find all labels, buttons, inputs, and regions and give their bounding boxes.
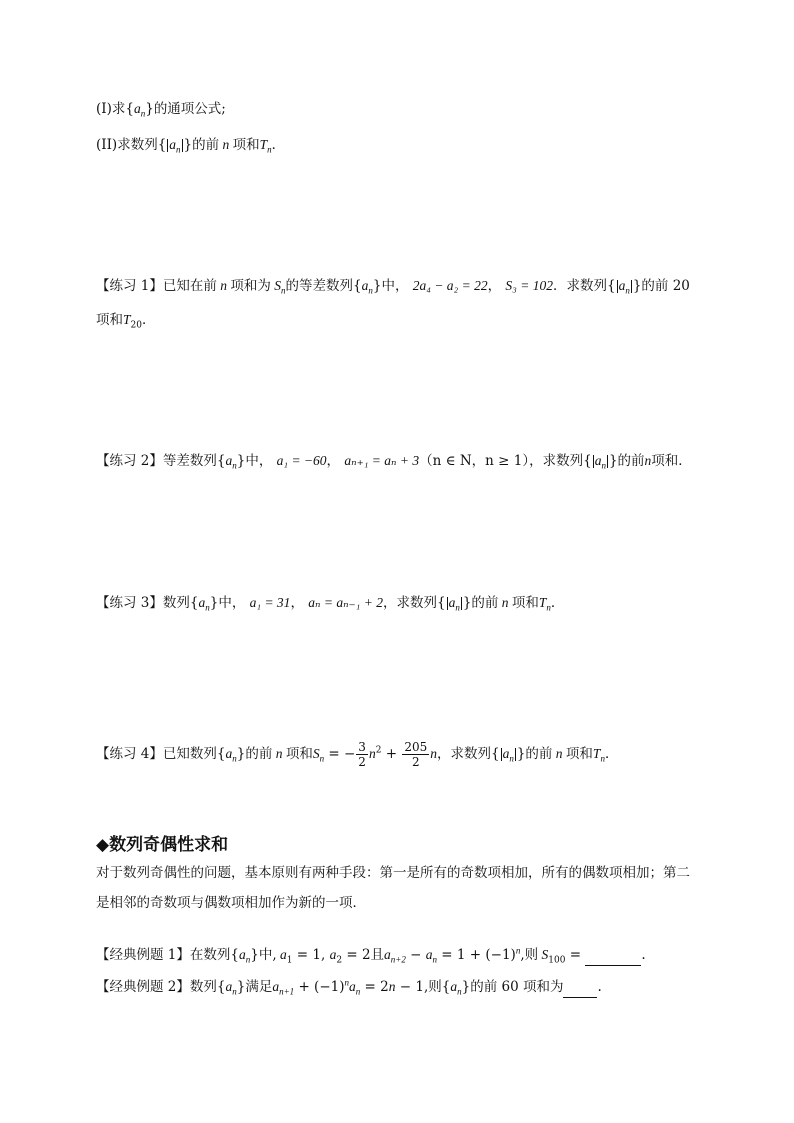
exercise-4-tag: 【练习 4】 (96, 746, 163, 762)
exercise-2-equation-1: a₁ = −60 (276, 453, 327, 468)
exercise-3-text5: 项和 (511, 595, 539, 611)
exercise-2-tag: 【练习 2】 (96, 453, 163, 469)
classic-1-text3: 且 (370, 947, 385, 963)
classic-2-text4: 的前 60 项和为 (470, 979, 564, 995)
exercise-1-text4: 中， (381, 278, 409, 294)
classic-example-2: 【经典例题 2】数列$\{a_n\}$满足$a_{n+1} + (-1)^na_n = 2n - 1$,则$\{a_n\}$的前 60 项和为 . (96, 977, 602, 997)
part-1-label: (I)求 (96, 101, 126, 117)
section-title: ◆数列奇偶性求和 (96, 835, 229, 855)
exercise-2: 【练习 2】等差数列$\{a_n\}$中， a₁ = −60， aₙ₊₁ = aₙ + 3（n ∈ N，n ≥ 1），求数列{ $a_n$ }的前n项和． (96, 453, 692, 471)
exercise-3-text4: 的前 (471, 595, 499, 611)
exercise-1-text2: 项和为 (230, 278, 271, 294)
question-part-1: (I)求$\{a_n\}$的通项公式; (96, 101, 226, 119)
exercise-1-equation-1: 2a₄ − a₂ = 22 (412, 278, 488, 293)
classic-1-tag: 【经典例题 1】 (96, 947, 190, 963)
question-part-2: (II)求数列{ $a_n$ }的前 n 项和$T_n$． (96, 137, 286, 155)
part-1-tail: 的通项公式; (153, 101, 226, 117)
fraction-2: $\frac{205}{2}$ (404, 740, 428, 769)
exercise-3-tag: 【练习 3】 (96, 595, 163, 611)
exercise-2-text4: 的前 (617, 453, 645, 469)
parity-sum-section (96, 834, 698, 918)
exercise-2-condition: （n ∈ N，n ≥ 1） (419, 453, 530, 469)
section-body: 对于数列奇偶性的问题，基本原则有两种手段：第一是所有的奇数项相加，所有的偶数项相加；第二是相邻的奇数项与偶数项相加作为新的一项． (96, 865, 690, 911)
exercise-4-text6: 项和 (565, 746, 593, 762)
exercise-4-text1: 已知数列 (162, 746, 217, 762)
exercise-3-equation-1: a₁ = 31 (249, 595, 291, 610)
exercise-1-text6: 的前 20 (641, 278, 690, 294)
fraction-1: $\frac{3}{2}$ (358, 740, 366, 769)
part-2-label: (II)求数列 (96, 137, 158, 153)
exercise-3-equation-2: aₙ = aₙ₋₁ + 2 (308, 595, 383, 610)
exercise-2-equation-2: aₙ₊₁ = aₙ + 3 (344, 453, 420, 468)
classic-2-tag: 【经典例题 2】 (96, 979, 190, 995)
exercise-4-text3: 项和 (285, 746, 313, 762)
exercise-1-tag: 【练习 1】 (96, 278, 163, 294)
exercise-2-text1: 等差数列 (162, 453, 217, 469)
exercise-1: 【练习 1】已知在前 n 项和为 $S_n$的等差数列$\{a_n\}$中， 2a₄ − a₂ = 22， S₃ = 102．求数列{ $a_n$ }的前 20 项和$T_{20}$． (96, 278, 690, 331)
classic-2-text1: 数列 (189, 979, 217, 995)
classic-1-text4: ,则 (520, 947, 539, 963)
exercise-4-text4: ，求数列 (436, 746, 491, 762)
answer-blank-1[interactable] (585, 949, 641, 966)
exercise-2-text5: 项和． (651, 453, 692, 469)
exercise-1-text5: ．求数列 (552, 278, 607, 294)
classic-2-text2: 满足 (245, 979, 273, 995)
part-2-tail2: 项和 (232, 137, 260, 153)
exercise-3-text2: 中， (218, 595, 246, 611)
exercise-1-text3: 的等差数列 (285, 278, 354, 294)
part-2-tail1: 的前 (192, 137, 220, 153)
exercise-2-text3: ，求数列 (529, 453, 584, 469)
exercise-4: 【练习 4】已知数列$\{a_n\}$的前 n 项和$S_n$ = − $\frac{3}{2}$ $n^2$ + $\frac{205}{2}$ n，求数列{ $a_n$ }的前 n 项和$T_n$． (96, 740, 619, 769)
exercise-3-text3: ，求数列 (382, 595, 437, 611)
classic-2-text3: ,则 (423, 979, 442, 995)
classic-1-text1: 在数列 (189, 947, 231, 963)
exercise-3-text1: 数列 (162, 595, 190, 611)
classic-1-text2: 中, (258, 947, 277, 963)
exercise-4-text5: 的前 (525, 746, 553, 762)
exercise-1-text1: 已知在前 (162, 278, 217, 294)
classic-example-1: 【经典例题 1】在数列$\{a_n\}$中, $a_1 = 1$, $a_2 = 2$且$a_{n+2} - a_n = 1 + (-1)^n$,则 $S_{100}$ = . (96, 945, 646, 966)
exercise-4-text2: 的前 (245, 746, 273, 762)
exercise-3: 【练习 3】数列$\{a_n\}$中， a₁ = 31， aₙ = aₙ₋₁ + 2，求数列{ $a_n$ }的前 n 项和$T_n$． (96, 595, 565, 613)
exercise-1-text7: 项和 (96, 312, 123, 328)
exercise-1-equation-2: S₃ = 102 (505, 278, 553, 293)
exercise-2-text2: 中， (245, 453, 273, 469)
answer-blank-2[interactable] (563, 981, 597, 998)
